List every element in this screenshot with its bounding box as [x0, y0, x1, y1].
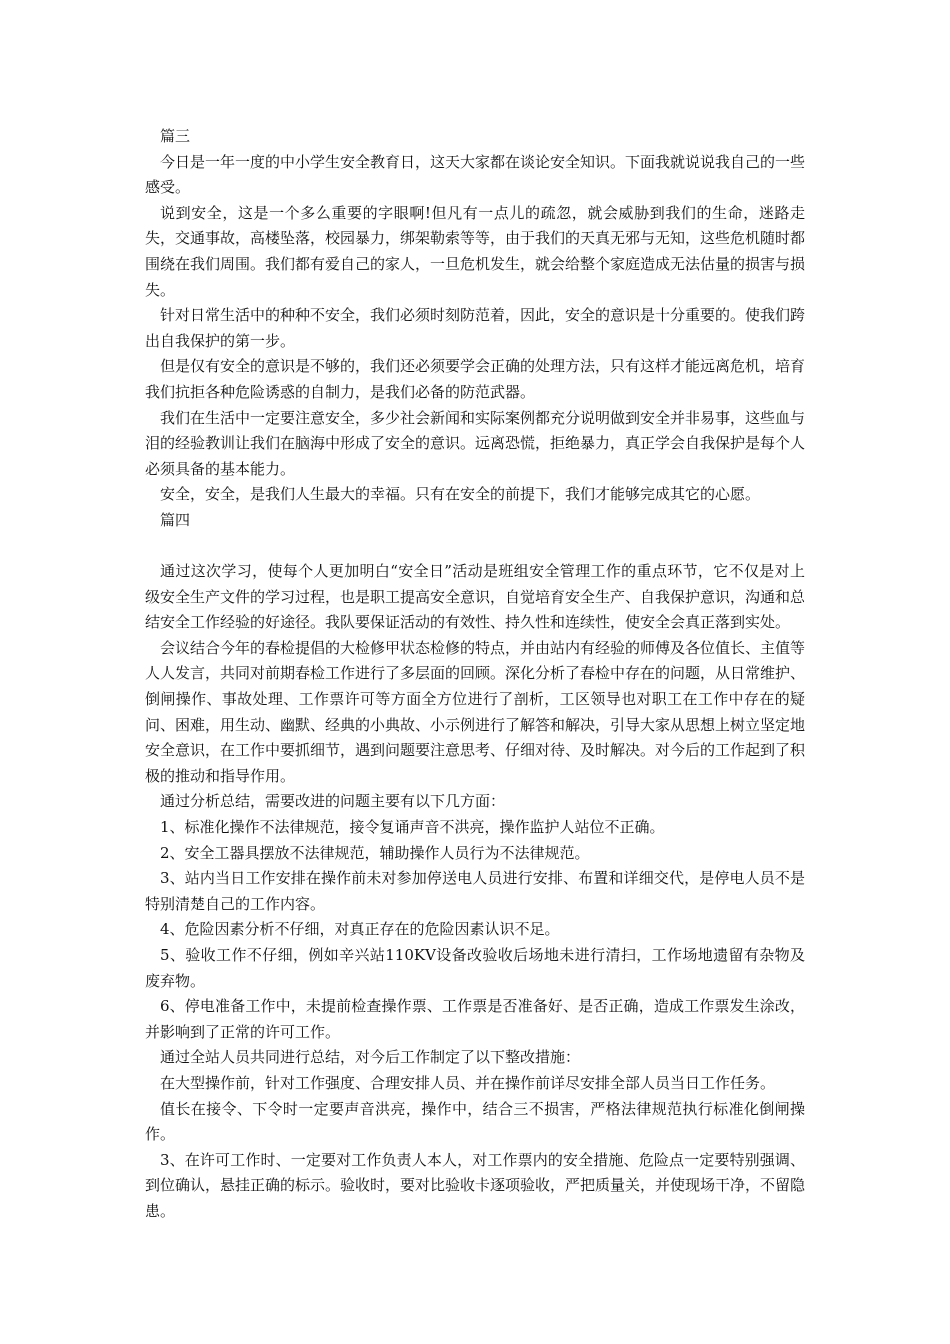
paragraph: 但是仅有安全的意识是不够的，我们还必须要学会正确的处理方法，只有这样才能远离危机，培育我们抗拒各种危险诱惑的自制力，是我们必备的防范武器。 [145, 357, 806, 401]
list-item: 1、标准化操作不法律规范，接令复诵声音不洪亮，操作监护人站位不正确。 [160, 818, 665, 837]
list-item: 3、站内当日工作安排在操作前未对参加停送电人员进行安排、布置和详细交代，是停电人员不是特别清楚自己的工作内容。 [145, 869, 805, 913]
paragraph: 通过分析总结，需要改进的问题主要有以下几方面： [160, 792, 506, 811]
section-heading-4: 篇四 [160, 510, 191, 529]
paragraph: 通过全站人员共同进行总结，对今后工作制定了以下整改措施： [160, 1048, 581, 1067]
paragraph: 安全，安全，是我们人生最大的幸福。只有在安全的前提下，我们才能够完成其它的心愿。 [160, 485, 761, 504]
paragraph: 说到安全，这是一个多么重要的字眼啊!但凡有一点儿的疏忽，就会威胁到我们的生命，迷路走失，交通事故，高楼坠落，校园暴力，绑架勒索等等，由于我们的天真无邪与无知，这些危机随时都围绕在我们周围。我们都有爱自己的家人，一旦危机发生，就会给整个家庭造成无法估量的损害与损失。 [145, 203, 806, 299]
paragraph: 我们在生活中一定要注意安全，多少社会新闻和实际案例都充分说明做到安全并非易事，这些血与泪的经验教训让我们在脑海中形成了安全的意识。远离恐慌，拒绝暴力，真正学会自我保护是每个人必须具备的基本能力。 [145, 408, 806, 478]
paragraph: 通过这次学习，使每个人更加明白“安全日”活动是班组安全管理工作的重点环节，它不仅是对上级安全生产文件的学习过程，也是职工提高安全意识，自觉培育安全生产、自我保护意识，沟通和总结安全工作经验的好途径。我队要保证活动的有效性、持久性和连续性，使安全会真正落到实处。 [145, 562, 806, 632]
paragraph: 在大型操作前，针对工作强度、合理安排人员、并在操作前详尽安排全部人员当日工作任务。 [160, 1073, 776, 1092]
paragraph: 针对日常生活中的种种不安全，我们必须时刻防范着，因此，安全的意识是十分重要的。使我们跨出自我保护的第一步。 [145, 306, 806, 350]
section-heading-3: 篇三 [160, 127, 191, 145]
list-item: 2、安全工器具摆放不法律规范，辅助操作人员行为不法律规范。 [160, 843, 590, 862]
paragraph: 值长在接令、下令时一定要声音洪亮，操作中，结合三不损害，严格法律规范执行标准化倒闸操作。 [145, 1099, 805, 1144]
paragraph: 3、在许可工作时、一定要对工作负责人本人，对工作票内的安全措施、危险点一定要特别强调、到位确认，悬挂正确的标示。验收时，要对比验收卡逐项验收，严把质量关，并使现场干净，不留隐患。 [145, 1150, 806, 1220]
document-page [145, 124, 805, 1225]
list-item: 5、验收工作不仔细，例如辛兴站110KV设备改验收后场地未进行清扫，工作场地遗留有杂物及废弃物。 [145, 946, 805, 990]
paragraph: 会议结合今年的春检提倡的大检修甲状态检修的特点，并由站内有经验的师傅及各位值长、主值等人人发言，共同对前期春检工作进行了多层面的回顾。深化分析了春检中存在的问题，从日常维护、倒闸操作、事故处理、工作票许可等方面全方位进行了剖析，工区领导也对职工在工作中存在的疑问、困难，用生动、幽默、经典的小典故、小示例进行了解答和解决，引导大家从思想上树立坚定地安全意识，在工作中要抓细节，遇到问题要注意思考、仔细对待、及时解决。对今后的工作起到了积极的推动和指导作用。 [145, 638, 806, 785]
paragraph: 今日是一年一度的中小学生安全教育日，这天大家都在谈论安全知识。下面我就说说我自己的一些感受。 [145, 152, 806, 197]
list-item: 4、危险因素分析不仔细，对真正存在的危险因素认识不足。 [160, 920, 560, 939]
list-item: 6、停电准备工作中，未提前检查操作票、工作票是否准备好、是否正确，造成工作票发生涂改，并影响到了正常的许可工作。 [145, 997, 805, 1041]
blank-line [145, 534, 805, 560]
